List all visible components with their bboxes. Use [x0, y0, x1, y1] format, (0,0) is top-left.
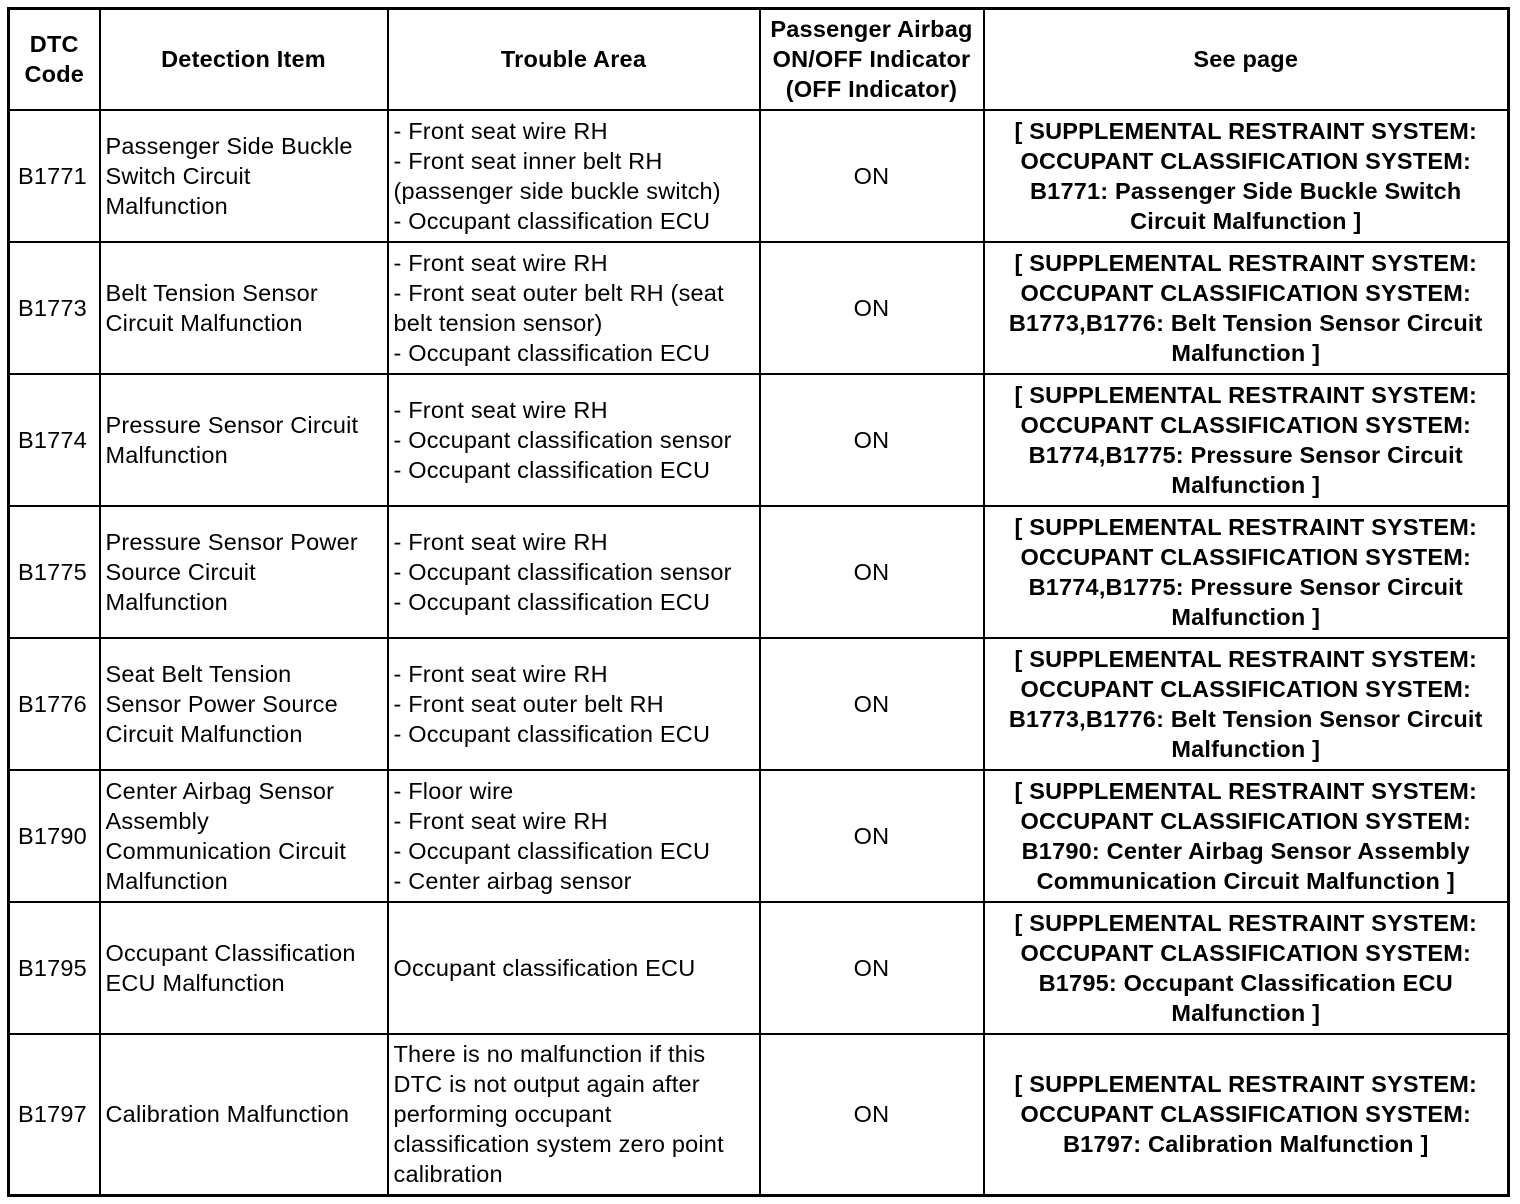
text-line: - Center airbag sensor — [393, 867, 632, 894]
dtc-code-cell: B1773 — [9, 242, 100, 374]
text-line: - Occupant classification sensor — [393, 426, 732, 453]
text-line: - Floor wire — [393, 777, 514, 804]
trouble-area-cell — [388, 1034, 760, 1196]
indicator-cell: ON — [760, 110, 984, 242]
table-row — [9, 1034, 1509, 1196]
text-line: OCCUPANT CLASSIFICATION SYSTEM: — [1020, 939, 1472, 966]
header-text-line: (OFF Indicator) — [785, 76, 958, 103]
table-row — [9, 902, 1509, 1034]
trouble-area-cell — [388, 374, 760, 506]
text-line: - Front seat wire RH — [393, 249, 608, 276]
text-line: - Occupant classification ECU — [393, 588, 711, 615]
text-line: - Front seat wire RH — [393, 660, 608, 687]
detection-item-cell — [100, 506, 388, 638]
see-page-cell — [984, 902, 1509, 1034]
detection-item-cell — [100, 242, 388, 374]
text-line: classification system zero point — [393, 1131, 724, 1158]
text-line: Pressure Sensor Circuit — [105, 411, 359, 438]
table-body — [9, 110, 1509, 1196]
header-text-line: Code — [24, 61, 85, 88]
text-line: Occupant Classification — [105, 939, 356, 966]
table-row — [9, 374, 1509, 506]
text-line: Sensor Power Source — [105, 690, 338, 717]
text-line: [ SUPPLEMENTAL RESTRAINT SYSTEM: — [1014, 117, 1477, 144]
table-row — [9, 638, 1509, 770]
dtc-code-cell: B1790 — [9, 770, 100, 902]
text-line: Malfunction ] — [1171, 339, 1321, 366]
dtc-code-cell: B1775 — [9, 506, 100, 638]
text-line: Communication Circuit — [105, 837, 347, 864]
dtc-table — [7, 7, 1510, 1197]
dtc-code-cell: B1776 — [9, 638, 100, 770]
text-line: belt tension sensor) — [393, 309, 603, 336]
text-line: - Front seat wire RH — [393, 396, 608, 423]
text-line: calibration — [393, 1161, 503, 1188]
text-line: - Occupant classification ECU — [393, 720, 711, 747]
dtc-code-cell: B1797 — [9, 1034, 100, 1196]
trouble-area-cell — [388, 506, 760, 638]
text-line: Malfunction ] — [1171, 735, 1321, 762]
text-line: - Front seat outer belt RH — [393, 690, 664, 717]
text-line: OCCUPANT CLASSIFICATION SYSTEM: — [1020, 807, 1472, 834]
text-line: Circuit Malfunction — [105, 720, 303, 747]
text-line: B1771: Passenger Side Buckle Switch — [1030, 177, 1462, 204]
text-line: OCCUPANT CLASSIFICATION SYSTEM: — [1020, 1101, 1472, 1128]
indicator-cell: ON — [760, 638, 984, 770]
see-page-cell — [984, 1034, 1509, 1196]
text-line: - Occupant classification ECU — [393, 207, 711, 234]
text-line: OCCUPANT CLASSIFICATION SYSTEM: — [1020, 279, 1472, 306]
indicator-cell: ON — [760, 374, 984, 506]
text-line: Occupant classification ECU — [393, 954, 696, 981]
text-line: Passenger Side Buckle — [105, 132, 353, 159]
text-line: [ SUPPLEMENTAL RESTRAINT SYSTEM: — [1014, 513, 1477, 540]
text-line: OCCUPANT CLASSIFICATION SYSTEM: — [1020, 543, 1472, 570]
header-detection-item: Detection Item — [100, 9, 388, 110]
text-line: OCCUPANT CLASSIFICATION SYSTEM: — [1020, 675, 1472, 702]
text-line: B1774,B1775: Pressure Sensor Circuit — [1028, 441, 1463, 468]
text-line: ECU Malfunction — [105, 969, 285, 996]
trouble-area-cell — [388, 902, 760, 1034]
text-line: Communication Circuit Malfunction ] — [1036, 867, 1455, 894]
detection-item-cell — [100, 1034, 388, 1196]
see-page-cell — [984, 110, 1509, 242]
text-line: [ SUPPLEMENTAL RESTRAINT SYSTEM: — [1014, 645, 1477, 672]
indicator-cell: ON — [760, 242, 984, 374]
dtc-code-cell: B1771 — [9, 110, 100, 242]
text-line: - Occupant classification ECU — [393, 456, 711, 483]
text-line: [ SUPPLEMENTAL RESTRAINT SYSTEM: — [1014, 249, 1477, 276]
text-line: B1773,B1776: Belt Tension Sensor Circuit — [1008, 705, 1483, 732]
text-line: [ SUPPLEMENTAL RESTRAINT SYSTEM: — [1014, 777, 1477, 804]
see-page-cell — [984, 638, 1509, 770]
see-page-cell — [984, 506, 1509, 638]
text-line: B1790: Center Airbag Sensor Assembly — [1021, 837, 1470, 864]
text-line: [ SUPPLEMENTAL RESTRAINT SYSTEM: — [1014, 909, 1477, 936]
text-line: performing occupant — [393, 1101, 612, 1128]
trouble-area-cell — [388, 242, 760, 374]
text-line: Source Circuit — [105, 558, 256, 585]
text-line: Malfunction — [105, 441, 228, 468]
text-line: (passenger side buckle switch) — [393, 177, 721, 204]
header-indicator — [760, 9, 984, 110]
trouble-area-cell — [388, 110, 760, 242]
trouble-area-cell — [388, 770, 760, 902]
text-line: B1795: Occupant Classification ECU — [1038, 969, 1453, 996]
text-line: Malfunction ] — [1171, 999, 1321, 1026]
text-line: OCCUPANT CLASSIFICATION SYSTEM: — [1020, 411, 1472, 438]
text-line: [ SUPPLEMENTAL RESTRAINT SYSTEM: — [1014, 1071, 1477, 1098]
header-dtc-code — [9, 9, 100, 110]
text-line: B1773,B1776: Belt Tension Sensor Circuit — [1008, 309, 1483, 336]
see-page-cell — [984, 770, 1509, 902]
text-line: Malfunction — [105, 867, 228, 894]
text-line: [ SUPPLEMENTAL RESTRAINT SYSTEM: — [1014, 381, 1477, 408]
text-line: Malfunction — [105, 192, 228, 219]
text-line: OCCUPANT CLASSIFICATION SYSTEM: — [1020, 147, 1472, 174]
text-line: Circuit Malfunction ] — [1130, 207, 1362, 234]
table-row — [9, 242, 1509, 374]
text-line: Seat Belt Tension — [105, 660, 292, 687]
detection-item-cell — [100, 770, 388, 902]
header-see-page: See page — [984, 9, 1509, 110]
text-line: Malfunction — [105, 588, 228, 615]
detection-item-cell — [100, 638, 388, 770]
text-line: Belt Tension Sensor — [105, 279, 318, 306]
table-header — [9, 9, 1509, 110]
text-line: - Front seat wire RH — [393, 117, 608, 144]
header-text-line: ON/OFF Indicator — [772, 46, 971, 73]
text-line: - Front seat wire RH — [393, 807, 608, 834]
table-row — [9, 506, 1509, 638]
text-line: - Occupant classification ECU — [393, 339, 711, 366]
text-line: Switch Circuit — [105, 162, 251, 189]
text-line: Circuit Malfunction — [105, 309, 303, 336]
see-page-cell — [984, 374, 1509, 506]
text-line: B1774,B1775: Pressure Sensor Circuit — [1028, 573, 1463, 600]
text-line: DTC is not output again after — [393, 1071, 700, 1098]
trouble-area-cell — [388, 638, 760, 770]
indicator-cell: ON — [760, 1034, 984, 1196]
indicator-cell: ON — [760, 770, 984, 902]
text-line: Center Airbag Sensor — [105, 777, 335, 804]
text-line: - Front seat outer belt RH (seat — [393, 279, 724, 306]
header-trouble-area: Trouble Area — [388, 9, 760, 110]
text-line: - Front seat wire RH — [393, 528, 608, 555]
indicator-cell: ON — [760, 506, 984, 638]
text-line: - Occupant classification ECU — [393, 837, 711, 864]
dtc-code-cell: B1795 — [9, 902, 100, 1034]
table-row — [9, 110, 1509, 242]
detection-item-cell — [100, 374, 388, 506]
detection-item-cell — [100, 902, 388, 1034]
text-line: Malfunction ] — [1171, 471, 1321, 498]
see-page-cell — [984, 242, 1509, 374]
text-line: - Front seat inner belt RH — [393, 147, 663, 174]
dtc-code-cell: B1774 — [9, 374, 100, 506]
text-line: There is no malfunction if this — [393, 1041, 706, 1068]
text-line: Assembly — [105, 807, 209, 834]
text-line: - Occupant classification sensor — [393, 558, 732, 585]
header-text-line: DTC — [29, 31, 79, 58]
header-text-line: Passenger Airbag — [770, 16, 973, 43]
text-line: Malfunction ] — [1171, 603, 1321, 630]
text-line: Pressure Sensor Power — [105, 528, 358, 555]
text-line: B1797: Calibration Malfunction ] — [1063, 1131, 1429, 1158]
indicator-cell: ON — [760, 902, 984, 1034]
header-row — [9, 9, 1509, 110]
table-row — [9, 770, 1509, 902]
detection-item-cell — [100, 110, 388, 242]
text-line: Calibration Malfunction — [105, 1101, 350, 1128]
